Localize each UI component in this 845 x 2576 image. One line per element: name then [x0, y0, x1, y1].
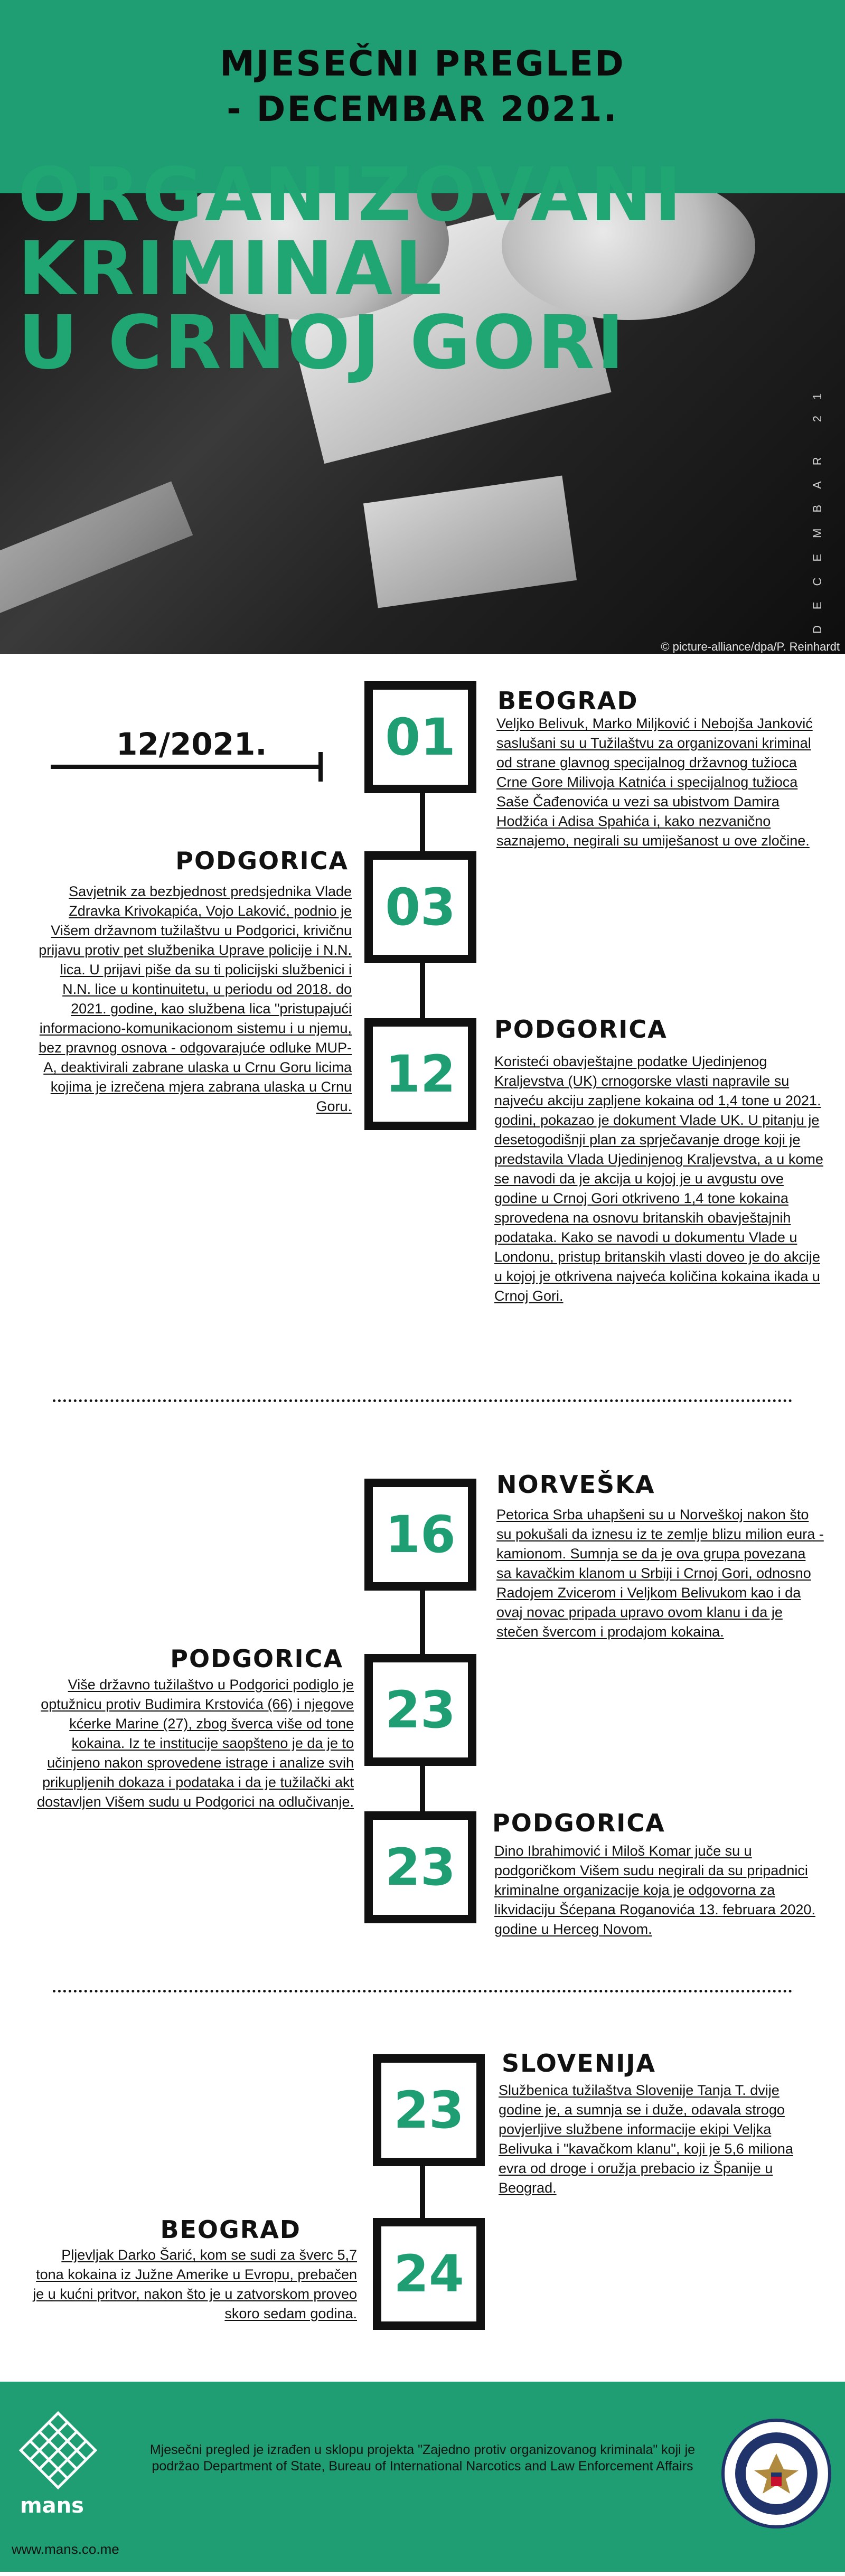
website-link[interactable]: www.mans.co.me [12, 2541, 119, 2557]
event-city: BEOGRAD [497, 687, 639, 715]
event-text: Petorica Srba uhapšeni su u Norveškoj nakon što su pokušali da iznesu iz te zemlje blizu milion eura - kamionom. Sumnja se da je ova grupa povezana sa kavačkim klanom u Srbiji i Crnoj Gori, odnosno Radojem Zvicerom i Veljkom Belivukom kao i da ovaj novac pripada upravo ovom klanu i da je stečen švercom i prodajom kokaina. [496, 1507, 824, 1640]
day-box [364, 1018, 476, 1130]
section-divider [53, 1990, 792, 1992]
date-line [51, 765, 320, 769]
event-city: PODGORICA [494, 1015, 668, 1043]
day-number: 23 [385, 1680, 456, 1740]
day-box [364, 1654, 476, 1766]
event-city: BEOGRAD [160, 2215, 301, 2244]
day-box [364, 851, 476, 963]
day-number: 23 [393, 2081, 464, 2140]
event-text: Savjetnik za bezbjednost predsjednika Vlade Zdravka Krivokapića, Vojo Laković, podnio je Višem državnom tužilaštvu u Podgorici, krivičnu prijavu protiv pet službenika Uprave policije i N.N. lica. U prijavi piše da su ti policijski službenici i N.N. lice u kontinuitetu, u periodu od 2018. do 2021. godine, kao službena lica "pristupajući informaciono-komunikacionom sistemu i u njemu, bez pravnog osnova - odgovarajuće odluke MUP-A, deaktivirali zabrane ulaska u Crnu Goru licima kojima je izrečena mjera zabrana ulaska u Crnu Goru. [39, 883, 352, 1114]
day-number: 24 [393, 2244, 464, 2304]
timeline-connector [420, 956, 425, 1022]
powder-pile [363, 476, 577, 608]
event-city: PODGORICA [170, 1644, 343, 1673]
state-department-seal-icon [721, 2419, 831, 2528]
hero-title-line: KRIMINAL [18, 226, 444, 312]
day-box [364, 1479, 476, 1591]
day-number: 12 [385, 1045, 456, 1104]
date-label: 12/2021. [116, 726, 267, 762]
day-box [364, 681, 476, 793]
event-text: Dino Ibrahimović i Miloš Komar juče su u podgoričkom Višem sudu negirali da su pripadnici kriminalne organizacije koja je odgovorna za likvidaciju Šćepana Roganovića 13. februara 2020. godine u Herceg Novom. [494, 1843, 815, 1937]
event-city: SLOVENIJA [502, 2049, 656, 2077]
photo-credit: © picture-alliance/dpa/P. Reinhardt [661, 640, 840, 653]
hero-title-line: U CRNOJ GORI [18, 300, 626, 386]
event-city: PODGORICA [175, 847, 349, 875]
mans-logo-name: mans [20, 2494, 84, 2518]
timeline-connector [420, 1759, 425, 1814]
date-line-cap [318, 752, 323, 782]
event-text: Pljevljak Darko Šarić, kom se sudi za šverc 5,7 tona kokaina iz Južne Amerike u Evropu, prebačen je u kućni pritvor, nakon što je u zatvorskom proveo skoro sedam godina. [33, 2247, 357, 2321]
footer-text: Mjesečni pregled je izrađen u sklopu projekta "Zajedno protiv organizovanog kriminala" koji je podržao Department of State, Bureau of International Narcotics and Law Enforcement Affairs [149, 2442, 696, 2474]
event-text: Veljko Belivuk, Marko Miljković i Nebojša Janković saslušani su u Tužilaštvu za organizovani kriminal od strane glavnog specijalnog državnog tužioca Crne Gore Milivoja Katnića i specijalnog tužioca Saše Čađenovića u vezi sa ubistvom Damira Hodžića i Adisa Spahića i, kako nezvanično saznajemo, negirali su umiješanost u ove zločine. [496, 716, 813, 849]
mans-logo-icon [16, 2408, 100, 2493]
hero-vertical-label [811, 264, 832, 634]
day-number: 23 [385, 1838, 456, 1897]
page-title: MJESEČNI PREGLED - DECEMBAR 2021. [220, 43, 625, 129]
day-box [373, 2218, 485, 2330]
event-text: Više državno tužilaštvo u Podgorici podiglo je optužnicu protiv Budimira Krstovića (66) i njegove kćerke Marine (27), zbog šverca više od tone kokaina. Iz te institucije saopšteno je da je to učinjeno nakon sprovedene istrage i analize svih prikupljenih dokaza i podataka i da je tužilački akt dostavljen Višem sudu u Podgorici na odlučivanje. [37, 1677, 354, 1810]
section-divider [53, 1399, 792, 1402]
hero-vertical-text: DECEMBAR 21 [811, 377, 824, 634]
day-number: 16 [385, 1505, 456, 1564]
event-city: NORVEŠKA [496, 1470, 655, 1499]
event-text: Službenica tužilaštva Slovenije Tanja T. dvije godine je, a sumnja se i duže, odavala strogo povjerljive službene informacije ekipi Veljka Belivuka i "kavačkom klanu", koji je 5,6 miliona evra od droge i oružja prebacio iz Španije u Beograd. [499, 2082, 793, 2196]
day-number: 03 [385, 878, 456, 937]
day-box [373, 2054, 485, 2166]
footer [0, 2382, 845, 2572]
event-city: PODGORICA [492, 1809, 665, 1837]
day-number: 01 [385, 708, 456, 767]
knife-blade [0, 481, 193, 618]
timeline-connector [420, 2157, 425, 2221]
event-text: Koristeći obavještajne podatke Ujedinjenog Kraljevstva (UK) crnogorske vlasti napravile su najveću akciju zapljene kokaina od 1,4 tone u 2021. godini, pokazao je dokument Vlade UK. U pitanju je desetogodišnji plan za sprječavanje droge koji je predstavila Vlada Ujedinjenog Kraljevstva, a u kome se navodi da je akcija u kojoj je u avgustu ove godine u Crnoj Gori otkriveno 1,4 tone kokaina sprovedena na osnovu britanskih obavještajnih podataka. Kako se navodi u dokumentu Vlade u Londonu, pristup britanskih vlasti doveo je do akcije u kojoj je otkrivena najveća količina kokaina ikada u Crnoj Gori. [494, 1054, 823, 1304]
hero-title [18, 152, 757, 386]
timeline-connector [420, 1582, 425, 1658]
day-box [364, 1811, 476, 1923]
hero-title-line: ORGANIZOVANI [18, 152, 684, 238]
